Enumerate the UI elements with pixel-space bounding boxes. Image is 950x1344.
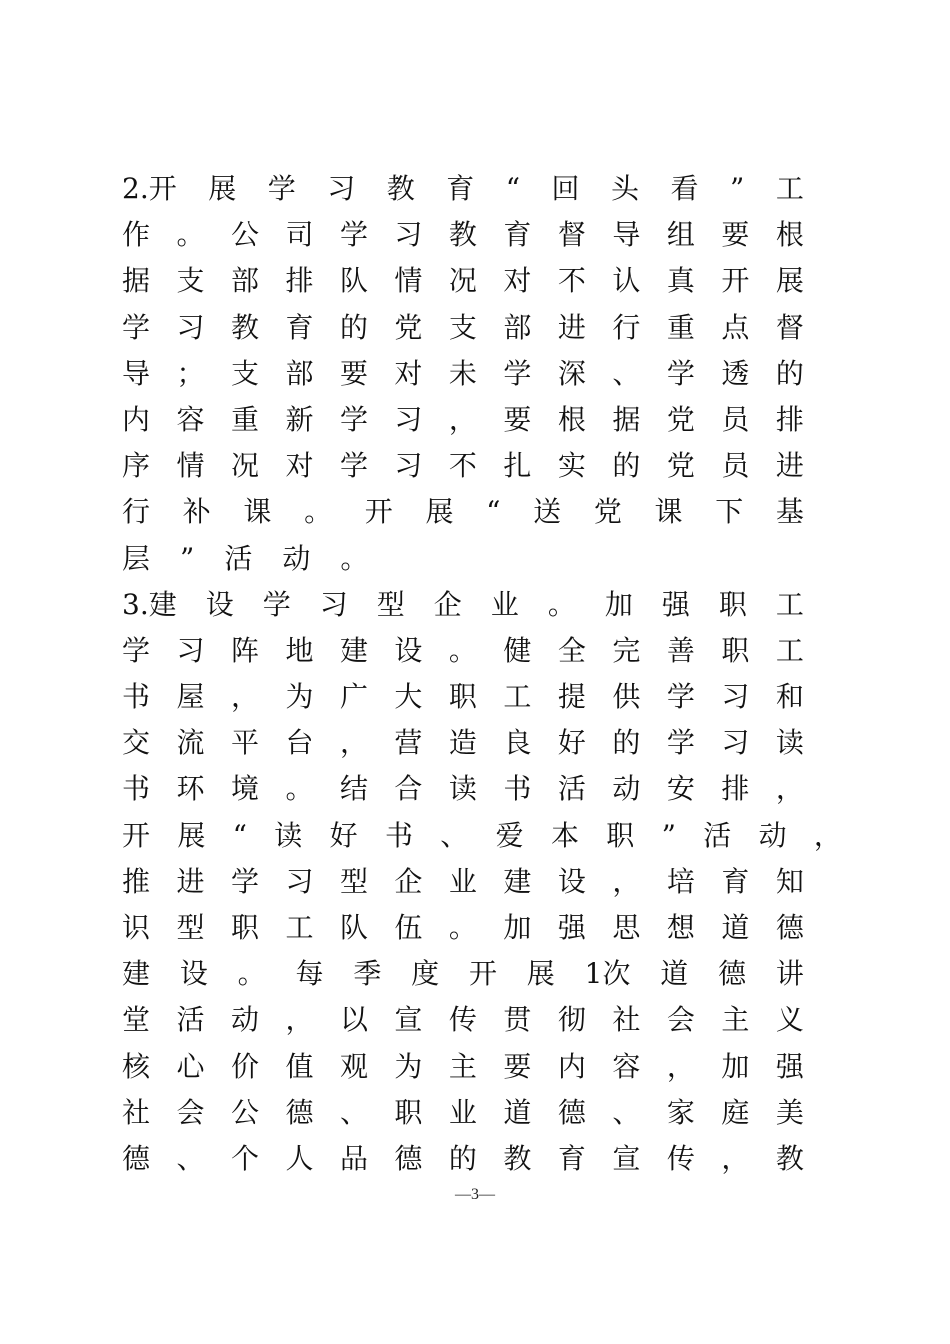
- text-char: ，: [230, 680, 259, 714]
- text-line: [122, 1044, 804, 1090]
- text-line: [122, 351, 804, 397]
- text-char: 下: [715, 495, 744, 529]
- text-char: 3.建: [122, 587, 177, 621]
- text-char: 补: [182, 495, 211, 529]
- text-char: 平: [230, 726, 259, 760]
- text-char: 动: [230, 1003, 259, 1037]
- text-char: ，: [813, 818, 842, 852]
- text-char: 学: [666, 680, 695, 714]
- text-char: 育: [721, 864, 750, 898]
- text-char: 要: [503, 402, 532, 436]
- text-char: 。: [237, 957, 266, 991]
- text-line: [122, 397, 804, 443]
- text-char: 据: [122, 264, 151, 298]
- text-char: 党: [593, 495, 622, 529]
- text-char: 建: [339, 633, 368, 667]
- text-char: 动: [282, 541, 311, 575]
- text-char: 德: [285, 1095, 314, 1129]
- text-char: 社: [612, 1003, 641, 1037]
- text-char: 习: [394, 402, 423, 436]
- text-char: 贯: [503, 1003, 532, 1037]
- text-char: 讲: [775, 957, 804, 991]
- text-char: 基: [775, 495, 804, 529]
- text-char: ，: [612, 864, 641, 898]
- text-char: 型: [176, 911, 205, 944]
- text-char: 和: [775, 680, 804, 714]
- text-line: [122, 166, 804, 212]
- text-char: 开: [364, 495, 393, 529]
- text-char: 员: [721, 402, 750, 436]
- text-char: 真: [666, 264, 695, 298]
- text-char: 加: [721, 1049, 750, 1083]
- text-char: 。: [448, 633, 477, 667]
- text-char: 强: [775, 1049, 804, 1083]
- text-char: 主: [448, 1049, 477, 1083]
- text-char: 思: [612, 911, 641, 944]
- text-char: 育: [285, 310, 314, 344]
- text-char: 德: [775, 911, 804, 944]
- text-char: 况: [230, 449, 259, 483]
- text-char: 展: [208, 172, 237, 205]
- text-char: 宣: [394, 1003, 423, 1037]
- text-char: 进: [557, 310, 586, 344]
- text-char: 习: [721, 680, 750, 714]
- text-char: 展: [775, 264, 804, 298]
- text-char: ，: [721, 1141, 750, 1175]
- text-char: 不: [448, 449, 477, 483]
- text-line: [122, 905, 804, 951]
- text-char: 全: [557, 633, 586, 667]
- text-char: 支: [176, 264, 205, 298]
- text-char: 会: [666, 1003, 695, 1037]
- text-char: 头: [611, 172, 640, 205]
- text-char: 工: [285, 911, 314, 944]
- text-char: 层: [122, 541, 151, 575]
- text-char: 大: [394, 680, 423, 714]
- text-char: 职: [606, 818, 635, 852]
- text-char: “: [486, 495, 501, 529]
- text-char: 核: [122, 1049, 151, 1083]
- text-char: 进: [176, 864, 205, 898]
- text-char: 支: [230, 356, 259, 390]
- text-char: 业: [490, 587, 519, 621]
- text-char: 教: [230, 310, 259, 344]
- text-char: 习: [721, 726, 750, 760]
- text-char: 公: [230, 218, 259, 252]
- text-char: 、: [612, 1095, 641, 1129]
- text-char: 进: [775, 449, 804, 483]
- text-char: 企: [433, 587, 462, 621]
- text-char: 动: [758, 818, 787, 852]
- text-line: [122, 305, 804, 351]
- text-char: 读: [274, 818, 303, 852]
- text-line: [122, 1136, 804, 1182]
- text-char: 2.开: [122, 172, 177, 205]
- text-char: 阵: [230, 633, 259, 667]
- text-char: 建: [503, 864, 532, 898]
- text-char: 行: [612, 310, 641, 344]
- text-char: 组: [666, 218, 695, 252]
- text-char: 对: [503, 264, 532, 298]
- text-char: 内: [557, 1049, 586, 1083]
- text-line: [122, 1090, 804, 1136]
- text-char: 健: [503, 633, 532, 667]
- text-char: 1次: [584, 957, 631, 991]
- text-char: 推: [122, 864, 151, 898]
- text-char: 部: [285, 356, 314, 390]
- text-char: 设: [394, 633, 423, 667]
- text-char: 活: [176, 1003, 205, 1037]
- text-char: 屋: [176, 680, 205, 714]
- text-char: 职: [448, 680, 477, 714]
- text-char: 个: [230, 1141, 259, 1175]
- text-char: 学: [666, 726, 695, 760]
- text-char: 完: [612, 633, 641, 667]
- text-char: 展: [425, 495, 454, 529]
- text-char: 良: [503, 726, 532, 760]
- text-char: 环: [176, 772, 205, 806]
- text-char: 观: [339, 1049, 368, 1083]
- text-char: 想: [666, 911, 695, 944]
- text-char: 部: [230, 264, 259, 298]
- text-char: 排: [775, 402, 804, 436]
- text-char: 、: [440, 818, 469, 852]
- text-char: 工: [775, 172, 804, 205]
- text-char: 加: [604, 587, 633, 621]
- text-char: 学: [122, 633, 151, 667]
- text-char: 课: [654, 495, 683, 529]
- text-char: 堂: [122, 1003, 151, 1037]
- text-char: 习: [176, 633, 205, 667]
- text-char: 导: [122, 356, 151, 390]
- text-char: ”: [180, 541, 195, 575]
- text-char: “: [232, 818, 247, 852]
- text-line: [122, 813, 842, 859]
- text-char: 伍: [394, 911, 423, 944]
- text-char: 教: [386, 172, 415, 205]
- text-char: 以: [339, 1003, 368, 1037]
- text-char: ，: [285, 1003, 314, 1037]
- text-line: [122, 859, 804, 905]
- text-char: 员: [721, 449, 750, 483]
- text-char: 型: [339, 864, 368, 898]
- text-char: 活: [224, 541, 253, 575]
- text-char: 学: [339, 449, 368, 483]
- text-char: 教: [775, 1141, 804, 1175]
- text-char: 广: [339, 680, 368, 714]
- text-char: 心: [176, 1049, 205, 1083]
- text-char: 社: [122, 1095, 151, 1129]
- text-char: 公: [230, 1095, 259, 1129]
- text-char: 书: [503, 772, 532, 806]
- text-char: 点: [721, 310, 750, 344]
- text-char: 学: [339, 218, 368, 252]
- text-char: 党: [666, 449, 695, 483]
- text-line: [122, 628, 804, 674]
- text-char: 队: [339, 911, 368, 944]
- text-char: 要: [339, 356, 368, 390]
- text-char: 好: [557, 726, 586, 760]
- text-char: 看: [670, 172, 699, 205]
- text-char: 部: [503, 310, 532, 344]
- text-char: 育: [503, 218, 532, 252]
- text-char: 义: [775, 1003, 804, 1037]
- text-char: 书: [122, 772, 151, 806]
- text-char: 职: [394, 1095, 423, 1129]
- text-line: [122, 212, 804, 258]
- text-line: [122, 258, 804, 304]
- text-char: 道: [721, 911, 750, 944]
- text-char: 、: [612, 356, 641, 390]
- text-char: 职: [718, 587, 747, 621]
- text-char: 党: [394, 310, 423, 344]
- text-char: 习: [285, 864, 314, 898]
- text-char: 德: [718, 957, 747, 991]
- text-char: 强: [661, 587, 690, 621]
- text-char: 人: [285, 1141, 314, 1175]
- text-char: 送: [533, 495, 562, 529]
- text-char: 序: [122, 449, 151, 483]
- text-char: 内: [122, 402, 151, 436]
- text-char: 要: [503, 1049, 532, 1083]
- text-char: 、: [339, 1095, 368, 1129]
- text-char: 督: [557, 218, 586, 252]
- text-char: 地: [285, 633, 314, 667]
- text-char: 认: [612, 264, 641, 298]
- text-char: 提: [557, 680, 586, 714]
- text-char: 季: [353, 957, 382, 991]
- text-char: 加: [503, 911, 532, 944]
- text-char: 导: [612, 218, 641, 252]
- text-char: 境: [230, 772, 259, 806]
- text-char: 。: [340, 541, 369, 575]
- text-char: 的: [612, 449, 641, 483]
- text-char: ，: [339, 726, 368, 760]
- text-char: 。: [448, 911, 477, 944]
- text-char: 教: [448, 218, 477, 252]
- text-char: 重: [230, 402, 259, 436]
- text-char: 学: [339, 402, 368, 436]
- text-char: 流: [176, 726, 205, 760]
- text-char: 情: [176, 449, 205, 483]
- text-char: 宣: [612, 1141, 641, 1175]
- text-char: 育: [557, 1141, 586, 1175]
- text-char: 学: [122, 310, 151, 344]
- text-char: 道: [660, 957, 689, 991]
- text-char: “: [505, 172, 521, 205]
- text-char: 造: [448, 726, 477, 760]
- text-char: 对: [285, 449, 314, 483]
- text-char: 。: [547, 587, 576, 621]
- text-char: 职: [721, 633, 750, 667]
- text-char: 德: [557, 1095, 586, 1129]
- text-char: 透: [721, 356, 750, 390]
- text-char: 德: [122, 1141, 151, 1175]
- text-char: 据: [612, 402, 641, 436]
- text-char: ，: [666, 1049, 695, 1083]
- text-char: 设: [179, 957, 208, 991]
- text-char: 品: [339, 1141, 368, 1175]
- text-char: 排: [721, 772, 750, 806]
- text-char: 回: [551, 172, 580, 205]
- text-char: 企: [394, 864, 423, 898]
- text-char: 不: [557, 264, 586, 298]
- text-char: 家: [666, 1095, 695, 1129]
- text-char: 供: [612, 680, 641, 714]
- text-char: 度: [411, 957, 440, 991]
- text-line: [122, 443, 804, 489]
- text-char: 对: [394, 356, 423, 390]
- text-char: 活: [703, 818, 732, 852]
- text-char: 行: [122, 495, 151, 529]
- text-char: 庭: [721, 1095, 750, 1129]
- text-char: 爱: [495, 818, 524, 852]
- document-body: [122, 166, 842, 1182]
- text-char: 工: [775, 587, 804, 621]
- text-line: [122, 674, 804, 720]
- text-char: 容: [612, 1049, 641, 1083]
- text-char: 队: [339, 264, 368, 298]
- text-char: ，: [448, 402, 477, 436]
- text-char: 习: [319, 587, 348, 621]
- text-char: 展: [177, 818, 206, 852]
- text-char: 读: [448, 772, 477, 806]
- text-char: 读: [775, 726, 804, 760]
- text-char: ；: [176, 356, 205, 390]
- text-char: 重: [666, 310, 695, 344]
- text-char: ”: [661, 818, 676, 852]
- text-char: 台: [285, 726, 314, 760]
- text-char: 活: [557, 772, 586, 806]
- text-char: 业: [448, 864, 477, 898]
- text-char: 每: [295, 957, 324, 991]
- text-char: 书: [122, 680, 151, 714]
- text-char: 结: [339, 772, 368, 806]
- text-char: 工: [775, 633, 804, 667]
- text-char: 情: [394, 264, 423, 298]
- text-char: 扎: [503, 449, 532, 483]
- text-char: 安: [666, 772, 695, 806]
- text-char: 型: [376, 587, 405, 621]
- text-char: 实: [557, 449, 586, 483]
- text-char: 学: [666, 356, 695, 390]
- text-char: 美: [775, 1095, 804, 1129]
- text-char: 传: [448, 1003, 477, 1037]
- text-char: 排: [285, 264, 314, 298]
- text-char: 。: [176, 218, 205, 252]
- text-char: 作: [122, 218, 151, 252]
- text-line: [122, 720, 804, 766]
- text-char: 好: [329, 818, 358, 852]
- text-char: 新: [285, 402, 314, 436]
- text-char: 识: [122, 911, 151, 944]
- text-char: 的: [612, 726, 641, 760]
- text-char: 深: [557, 356, 586, 390]
- text-char: 根: [775, 218, 804, 252]
- text-char: 为: [394, 1049, 423, 1083]
- text-char: 值: [285, 1049, 314, 1083]
- text-char: 育: [446, 172, 475, 205]
- text-char: 的: [448, 1141, 477, 1175]
- text-char: 主: [721, 1003, 750, 1037]
- text-char: 职: [230, 911, 259, 944]
- text-char: 习: [327, 172, 356, 205]
- text-char: 的: [775, 356, 804, 390]
- text-char: 道: [503, 1095, 532, 1129]
- text-char: 根: [557, 402, 586, 436]
- text-char: 况: [448, 264, 477, 298]
- text-char: 未: [448, 356, 477, 390]
- text-char: 业: [448, 1095, 477, 1129]
- text-char: 本: [550, 818, 579, 852]
- text-char: 传: [666, 1141, 695, 1175]
- text-char: 支: [448, 310, 477, 344]
- text-char: 建: [122, 957, 151, 991]
- text-char: 设: [557, 864, 586, 898]
- text-char: 。: [285, 772, 314, 806]
- text-char: 展: [526, 957, 555, 991]
- text-char: 交: [122, 726, 151, 760]
- text-char: 德: [394, 1141, 423, 1175]
- text-char: 强: [557, 911, 586, 944]
- text-char: 。: [304, 495, 333, 529]
- text-char: 开: [468, 957, 497, 991]
- text-line: [122, 766, 804, 812]
- text-line: [122, 536, 804, 582]
- text-char: 要: [721, 218, 750, 252]
- text-char: ，: [775, 772, 804, 806]
- text-char: 学: [262, 587, 291, 621]
- text-char: 习: [176, 310, 205, 344]
- text-char: 彻: [557, 1003, 586, 1037]
- text-char: 课: [243, 495, 272, 529]
- text-char: 培: [666, 864, 695, 898]
- text-char: 设: [205, 587, 234, 621]
- text-char: 党: [666, 402, 695, 436]
- text-char: 学: [267, 172, 296, 205]
- text-char: 、: [176, 1141, 205, 1175]
- text-char: 开: [122, 818, 151, 852]
- page-number: —3—: [455, 1186, 495, 1203]
- text-char: 书: [384, 818, 413, 852]
- text-char: 工: [503, 680, 532, 714]
- text-char: 为: [285, 680, 314, 714]
- text-line: [122, 997, 804, 1043]
- text-char: 的: [339, 310, 368, 344]
- text-line: [122, 582, 804, 628]
- text-line: [122, 951, 804, 997]
- text-char: 价: [230, 1049, 259, 1083]
- text-char: ”: [730, 172, 745, 205]
- text-char: 营: [394, 726, 423, 760]
- text-char: 开: [721, 264, 750, 298]
- text-char: 知: [775, 864, 804, 898]
- text-char: 教: [503, 1141, 532, 1175]
- text-char: 习: [394, 449, 423, 483]
- text-char: 会: [176, 1095, 205, 1129]
- text-char: 学: [503, 356, 532, 390]
- text-char: 习: [394, 218, 423, 252]
- text-char: 学: [230, 864, 259, 898]
- text-char: 合: [394, 772, 423, 806]
- text-char: 动: [612, 772, 641, 806]
- text-char: 司: [285, 218, 314, 252]
- text-line: [122, 489, 804, 535]
- text-char: 督: [775, 310, 804, 344]
- text-char: 善: [666, 633, 695, 667]
- text-char: 容: [176, 402, 205, 436]
